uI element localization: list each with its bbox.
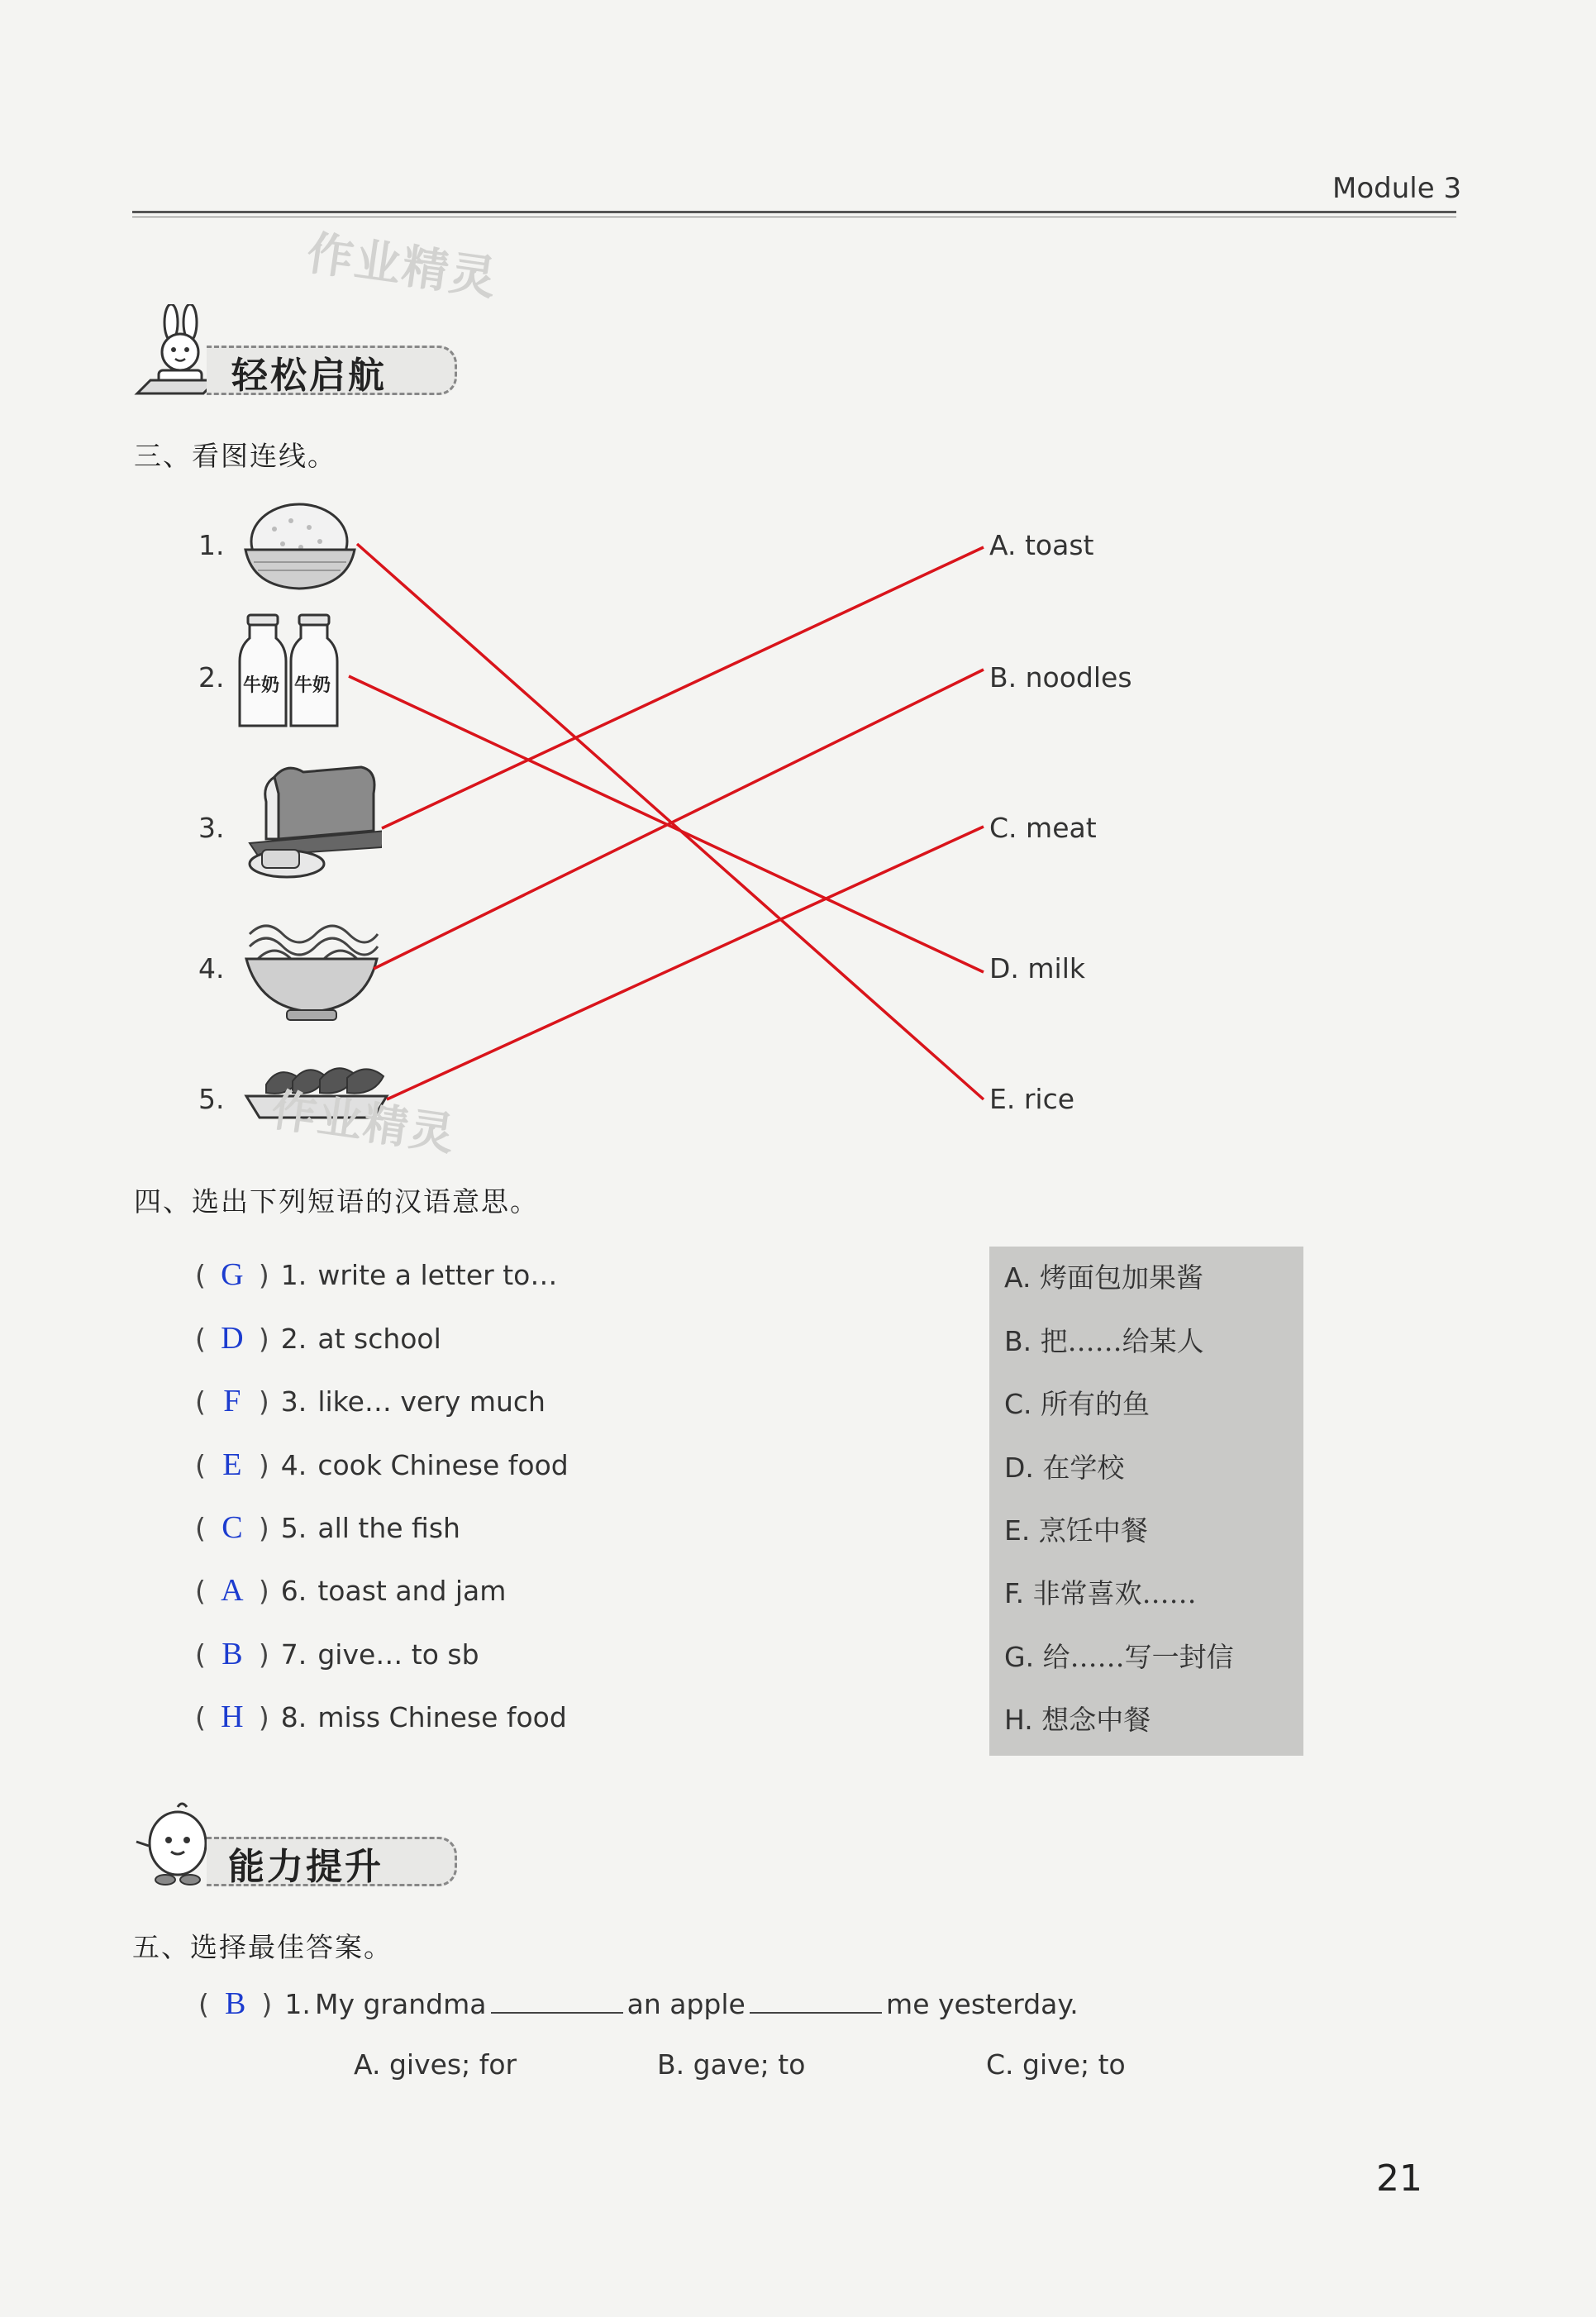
paren-open: ( bbox=[195, 1385, 206, 1418]
choice-b: B. gave; to bbox=[657, 2048, 806, 2081]
milk-label: 牛奶 bbox=[243, 675, 280, 696]
section-title-choice: 五、选择最佳答案。 bbox=[132, 1931, 393, 1963]
option-text: 在学校 bbox=[1042, 1452, 1125, 1484]
answer-letter: E bbox=[222, 1447, 242, 1482]
phrase-text: all the fish bbox=[317, 1512, 460, 1544]
meaning-option bbox=[1004, 1256, 1203, 1295]
option-letter: D. bbox=[1004, 1452, 1034, 1484]
question-text: My grandma bbox=[314, 1988, 487, 2020]
word-letter: E. bbox=[989, 1083, 1016, 1115]
option-text: 非常喜欢…… bbox=[1032, 1577, 1197, 1609]
choice-c: C. give; to bbox=[986, 2048, 1126, 2081]
phrase-row bbox=[195, 1699, 567, 1735]
milk-label: 牛奶 bbox=[294, 675, 331, 696]
meaning-option bbox=[1004, 1636, 1234, 1675]
paren-close: ) bbox=[258, 1512, 269, 1544]
paren-open: ( bbox=[195, 1323, 206, 1355]
answer-letter: F bbox=[223, 1384, 241, 1418]
phrase-text: cook Chinese food bbox=[317, 1449, 569, 1481]
phrase-number: 3. bbox=[280, 1385, 307, 1418]
option-letter: E. bbox=[1004, 1514, 1031, 1547]
meaning-option bbox=[1004, 1320, 1204, 1359]
question-number: 1. bbox=[284, 1988, 311, 2020]
option-letter: G. bbox=[1004, 1641, 1035, 1673]
phrase-text: give… to sb bbox=[317, 1638, 479, 1671]
module-label: Module 3 bbox=[1332, 172, 1462, 205]
phrase-row bbox=[195, 1447, 569, 1483]
meaning-option bbox=[1004, 1509, 1148, 1548]
meaning-option bbox=[1004, 1447, 1124, 1485]
option-letter: C. bbox=[1004, 1388, 1032, 1420]
picture-number: 2. bbox=[198, 661, 225, 694]
phrase-text: toast and jam bbox=[317, 1575, 507, 1607]
option-text: 想念中餐 bbox=[1041, 1704, 1151, 1736]
paren-open: ( bbox=[195, 1512, 206, 1544]
section-title-matching: 三、看图连线。 bbox=[134, 440, 336, 472]
paren-open: ( bbox=[195, 1449, 206, 1481]
phrase-text: like… very much bbox=[317, 1385, 545, 1418]
word-letter: B. bbox=[989, 661, 1017, 694]
phrase-row bbox=[195, 1256, 557, 1293]
match-line bbox=[387, 827, 984, 1099]
meaning-option bbox=[1004, 1383, 1150, 1422]
option-text: 把……给某人 bbox=[1040, 1325, 1204, 1357]
paren-open: ( bbox=[195, 1638, 206, 1671]
phrase-number: 6. bbox=[280, 1575, 307, 1607]
phrase-text: miss Chinese food bbox=[317, 1701, 567, 1733]
answer-letter: B bbox=[224, 1986, 246, 2021]
meaning-option bbox=[1004, 1572, 1197, 1611]
answer-blank[interactable] bbox=[750, 1989, 882, 2014]
question-row: ( B ) 1. My grandma an apple me yesterday. bbox=[198, 1986, 1079, 2021]
answer-letter: A bbox=[221, 1573, 244, 1608]
phrase-number: 2. bbox=[280, 1323, 307, 1355]
answer-letter: B bbox=[222, 1637, 243, 1671]
answer-letter: C bbox=[222, 1510, 243, 1545]
option-letter: H. bbox=[1004, 1704, 1033, 1736]
word-letter: A. bbox=[989, 529, 1017, 561]
word-text: noodles bbox=[1025, 661, 1132, 694]
phrase-row bbox=[195, 1383, 545, 1419]
banner-title: 能力提升 bbox=[228, 1846, 384, 1888]
word-text: milk bbox=[1027, 952, 1085, 984]
option-text: 烹饪中餐 bbox=[1038, 1514, 1148, 1547]
word-letter: D. bbox=[989, 952, 1019, 984]
match-line bbox=[382, 547, 984, 828]
paren-close: ) bbox=[258, 1638, 269, 1671]
paren-close: ) bbox=[258, 1701, 269, 1733]
paren-open: ( bbox=[195, 1575, 206, 1607]
answer-letter: H bbox=[221, 1700, 244, 1734]
picture-number: 4. bbox=[198, 952, 225, 984]
meaning-option bbox=[1004, 1699, 1151, 1738]
page-number: 21 bbox=[1376, 2157, 1422, 2200]
paren-close: ) bbox=[258, 1575, 269, 1607]
paren-close: ) bbox=[258, 1385, 269, 1418]
word-text: rice bbox=[1023, 1083, 1075, 1115]
phrase-number: 7. bbox=[280, 1638, 307, 1671]
answer-letter: G bbox=[221, 1257, 244, 1292]
word-letter: C. bbox=[989, 812, 1017, 844]
phrase-row bbox=[195, 1509, 460, 1546]
option-letter: B. bbox=[1004, 1325, 1032, 1357]
paren-close: ) bbox=[258, 1449, 269, 1481]
choice-a: A. gives; for bbox=[354, 2048, 517, 2081]
phrase-number: 4. bbox=[280, 1449, 307, 1481]
watermark: 作业精灵 bbox=[303, 226, 502, 307]
phrase-row bbox=[195, 1320, 441, 1356]
watermark: 作业精灵 bbox=[268, 1083, 460, 1161]
paren-open: ( bbox=[195, 1701, 206, 1733]
option-text: 烤面包加果酱 bbox=[1039, 1261, 1203, 1294]
paren-close: ) bbox=[258, 1259, 269, 1291]
paren-close: ) bbox=[258, 1323, 269, 1355]
phrase-text: write a letter to… bbox=[317, 1259, 558, 1291]
option-letter: A. bbox=[1004, 1261, 1031, 1294]
phrase-number: 5. bbox=[280, 1512, 307, 1544]
word-text: meat bbox=[1026, 812, 1097, 844]
phrase-text: at school bbox=[317, 1323, 441, 1355]
phrase-row bbox=[195, 1636, 479, 1672]
option-text: 所有的鱼 bbox=[1041, 1388, 1151, 1420]
word-text: toast bbox=[1024, 529, 1094, 561]
match-line bbox=[374, 670, 984, 969]
question-text: an apple bbox=[626, 1988, 746, 2020]
paren-open: ( bbox=[195, 1259, 206, 1291]
answer-blank[interactable] bbox=[491, 1989, 623, 2014]
section-title-phrases: 四、选出下列短语的汉语意思。 bbox=[134, 1185, 539, 1218]
answer-letter: D bbox=[221, 1321, 244, 1356]
option-letter: F. bbox=[1004, 1577, 1025, 1609]
phrase-row bbox=[195, 1572, 506, 1609]
picture-number: 5. bbox=[198, 1083, 225, 1115]
picture-number: 3. bbox=[198, 812, 225, 844]
picture-number: 1. bbox=[198, 529, 225, 561]
option-text: 给……写一封信 bbox=[1042, 1641, 1234, 1673]
phrase-number: 1. bbox=[280, 1259, 307, 1291]
banner-title: 轻松启航 bbox=[231, 355, 387, 397]
question-text: me yesterday. bbox=[886, 1988, 1079, 2020]
phrase-number: 8. bbox=[280, 1701, 307, 1733]
